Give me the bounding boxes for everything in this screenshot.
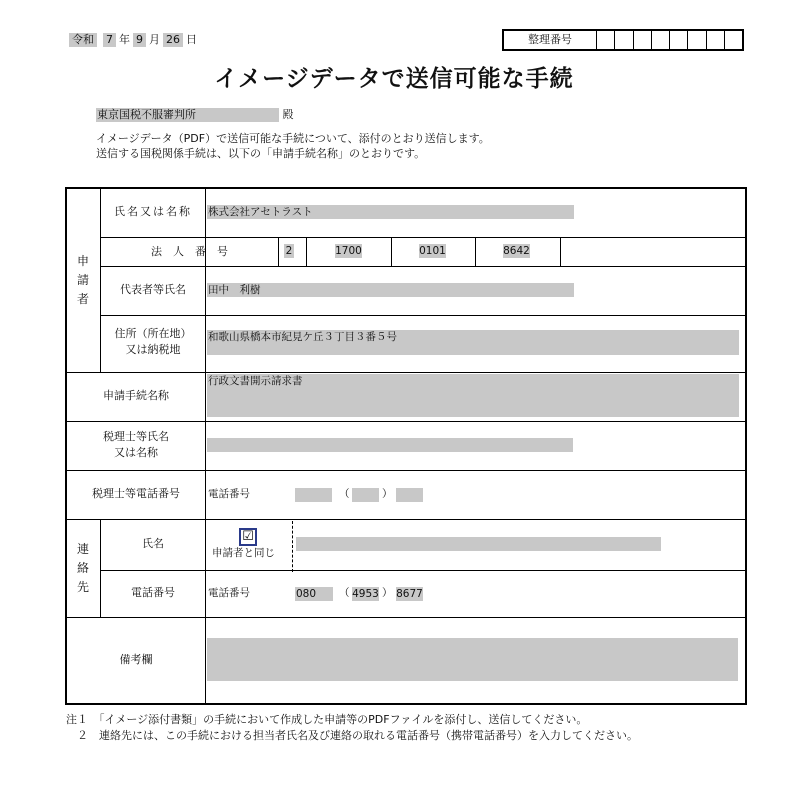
divider — [100, 519, 101, 617]
reference-number-label: 整理番号 — [504, 31, 597, 49]
divider — [306, 238, 307, 266]
reference-number-box — [502, 29, 744, 51]
tax-accountant-phone-label: 税理士等電話番号 — [92, 487, 180, 500]
section-char: 申 — [76, 254, 89, 268]
paren-open: （ — [339, 587, 350, 599]
divider — [391, 238, 392, 266]
contact-name-label: 氏名 — [142, 537, 164, 550]
page-title: イメージデータで送信可能な手続 — [214, 66, 574, 92]
era-field[interactable]: 令和 — [69, 33, 97, 47]
honorific: 殿 — [282, 108, 294, 121]
dashed-divider — [292, 521, 293, 572]
divider — [67, 421, 745, 422]
paren-close: ） — [382, 587, 393, 599]
name-field[interactable]: 株式会社アセトラスト — [207, 205, 574, 219]
reference-digit — [725, 31, 742, 49]
procedure-field[interactable]: 行政文書開示請求書 — [207, 374, 739, 417]
procedure-label: 申請手続名称 — [103, 389, 169, 402]
representative-label: 代表者等氏名 — [120, 283, 186, 296]
reference-digit — [670, 31, 688, 49]
submission-date — [66, 33, 197, 47]
day-field[interactable]: 26 — [163, 33, 183, 47]
tax-accountant-label-line: 又は名称 — [114, 446, 158, 459]
same-as-applicant-label: 申請者と同じ — [212, 547, 275, 559]
note-line: 注１ 「イメージ添付書類」の手続において作成した申請等のPDFファイルを添付し、送信してください。 — [66, 713, 588, 726]
paren-close: ） — [382, 488, 393, 500]
tax-office-field[interactable]: 東京国税不服審判所 — [96, 108, 279, 122]
section-char: 先 — [76, 580, 89, 594]
divider — [67, 470, 745, 471]
divider — [67, 519, 745, 520]
tax-accountant-field[interactable] — [207, 438, 573, 452]
month-unit: 月 — [149, 33, 160, 46]
reference-digit — [688, 31, 706, 49]
reference-digit — [707, 31, 725, 49]
contact-name-field[interactable] — [296, 537, 661, 551]
contact-phone-number[interactable]: 8677 — [396, 588, 423, 600]
contact-phone-exchange[interactable]: 4953 — [352, 588, 379, 600]
year-field[interactable]: 7 — [103, 33, 116, 47]
section-char: 絡 — [76, 561, 89, 575]
address-field[interactable]: 和歌山県橋本市紀見ケ丘３丁目３番５号 — [207, 330, 739, 355]
tax-accountant-label-line: 税理士等氏名 — [103, 430, 169, 443]
section-char: 請 — [76, 273, 89, 287]
day-unit: 日 — [186, 33, 197, 46]
corp-number-label: 法 人 番 号 — [151, 245, 228, 258]
divider — [67, 617, 745, 618]
reference-digit — [597, 31, 615, 49]
applicant-section-label — [76, 252, 90, 309]
section-char: 者 — [76, 292, 89, 306]
divider — [100, 315, 745, 316]
remarks-label: 備考欄 — [119, 653, 153, 666]
divider — [560, 238, 561, 266]
divider — [278, 238, 279, 266]
divider — [100, 266, 745, 267]
phone-area-code[interactable] — [295, 488, 332, 502]
contact-phone-label: 電話番号 — [131, 586, 175, 599]
address-label-line: 住所（所在地） — [114, 327, 192, 340]
year-unit: 年 — [119, 33, 130, 46]
reference-digit — [652, 31, 670, 49]
corp-number-part[interactable]: 8642 — [503, 245, 530, 257]
contact-phone-area-code[interactable]: 080 — [295, 587, 333, 601]
corp-number-part[interactable]: 0101 — [419, 245, 446, 257]
divider — [100, 570, 745, 571]
same-as-applicant-checkbox[interactable] — [239, 528, 257, 546]
paren-open: （ — [339, 488, 350, 500]
note-line: ２ 連絡先には、この手続における担当者氏名及び連絡の取れる電話番号（携帯電話番号）を入力してください。 — [66, 729, 638, 742]
section-char: 連 — [76, 542, 89, 556]
phone-prefix: 電話番号 — [208, 587, 250, 599]
phone-prefix: 電話番号 — [208, 488, 250, 500]
name-label: 氏名又は名称 — [114, 205, 192, 218]
month-field[interactable]: 9 — [133, 33, 146, 47]
phone-number[interactable] — [396, 488, 423, 502]
divider — [475, 238, 476, 266]
remarks-field[interactable] — [207, 638, 738, 681]
contact-section-label — [76, 540, 90, 597]
corp-number-part[interactable]: 1700 — [335, 245, 362, 257]
corp-number-check-digit[interactable]: 2 — [285, 245, 293, 257]
reference-digit — [634, 31, 652, 49]
reference-digit — [615, 31, 633, 49]
divider — [67, 372, 745, 373]
tax-office — [96, 108, 294, 122]
address-label-line: 又は納税地 — [125, 343, 181, 356]
intro-line: 送信する国税関係手続は、以下の「申請手続名称」のとおりです。 — [96, 147, 426, 160]
checkmark-icon: ☑ — [242, 529, 254, 544]
divider — [100, 237, 745, 238]
address-label — [101, 326, 205, 358]
intro-line: イメージデータ（PDF）で送信可能な手続について、添付のとおり送信します。 — [96, 132, 490, 145]
representative-field[interactable]: 田中 利樹 — [207, 283, 574, 297]
tax-accountant-label — [67, 429, 205, 461]
phone-exchange[interactable] — [352, 488, 379, 502]
